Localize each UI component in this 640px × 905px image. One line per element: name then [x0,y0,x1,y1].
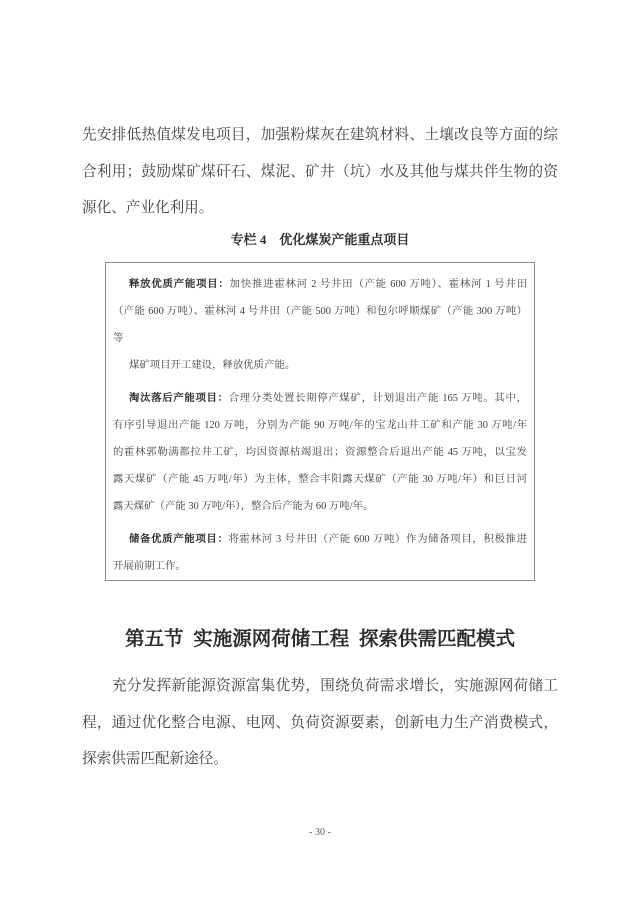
closing-paragraph [82,668,558,778]
paragraph-line: 充分发挥新能源资源富集优势，围绕负荷需求增长，实施源网荷储工 [112,678,558,694]
panel-paragraph-label: 淘汰落后产能项目： [129,393,229,404]
paragraph-line: 探索供需匹配新途径。 [82,751,228,768]
paragraph-line: 程，通过优化整合电源、电网、负荷资源要素，创新电力生产消费模式， [82,714,558,731]
intro-paragraph [82,117,558,227]
panel-line: 露天煤矿（产能 45 万吨/年）为主体，整合丰阳露天煤矿（产能 30 万吨/年）和巨日河 [113,474,527,485]
paragraph-line: 先安排低热值煤发电项目，加强粉煤灰在建筑材料、土壤改良等方面的综 [82,127,558,143]
paragraph-line: 合利用；鼓励煤矿煤矸石、煤泥、矿井（坑）水及其他与煤共伴生物的资 [82,163,558,180]
key-projects-panel [105,262,535,581]
panel-line-text: 合理分类处置长期停产煤矿，计划退出产能 165 万吨。其中， [228,393,527,404]
panel-line: 开展前期工作。 [113,561,186,572]
panel-line [113,526,527,553]
panel-line [113,271,527,298]
panel-line: 等 [113,333,124,344]
panel-paragraph-label: 储备优质产能项目： [129,534,229,545]
panel-line: 有序引导退出产能 120 万吨，分别为产能 90 万吨/年的宝龙山井工矿和产能 30 万吨/年 [113,420,527,431]
panel-line: 露天煤矿（产能 30 万吨/年），整合后产能为 60 万吨/年。 [113,501,374,512]
panel-line: 的霍林郭勒满都拉井工矿，均因资源枯竭退出；资源整合后退出产能 45 万吨，以宝发 [113,447,527,458]
section-heading: 第五节 实施源网荷储工程 探索供需匹配模式 [124,629,515,650]
panel-title: 专栏 4 优化煤炭产能重点项目 [230,232,410,247]
panel-paragraph-reserve-capacity [113,526,527,580]
panel-paragraph-construction [113,352,527,379]
panel-line: （产能 600 万吨）、霍林河 4 号井田（产能 500 万吨）和包尔呼顺煤矿（产能 300 万吨） [113,306,527,317]
panel-line-text: 加快推进霍林河 2 号井田（产能 600 万吨）、霍林河 1 号井田 [229,279,527,290]
page-number: - 30 - [309,827,331,838]
panel-paragraph-release-capacity [113,271,527,352]
panel-line-text: 将霍林河 3 号井田（产能 600 万吨）作为储备项目，积极推进 [228,534,527,545]
panel-line [113,385,527,412]
panel-line: 煤矿项目开工建设，释放优质产能。 [129,360,296,371]
panel-paragraph-label: 释放优质产能项目： [129,279,230,290]
paragraph-line: 源化、产业化利用。 [82,200,214,217]
panel-paragraph-phase-out [113,385,527,520]
